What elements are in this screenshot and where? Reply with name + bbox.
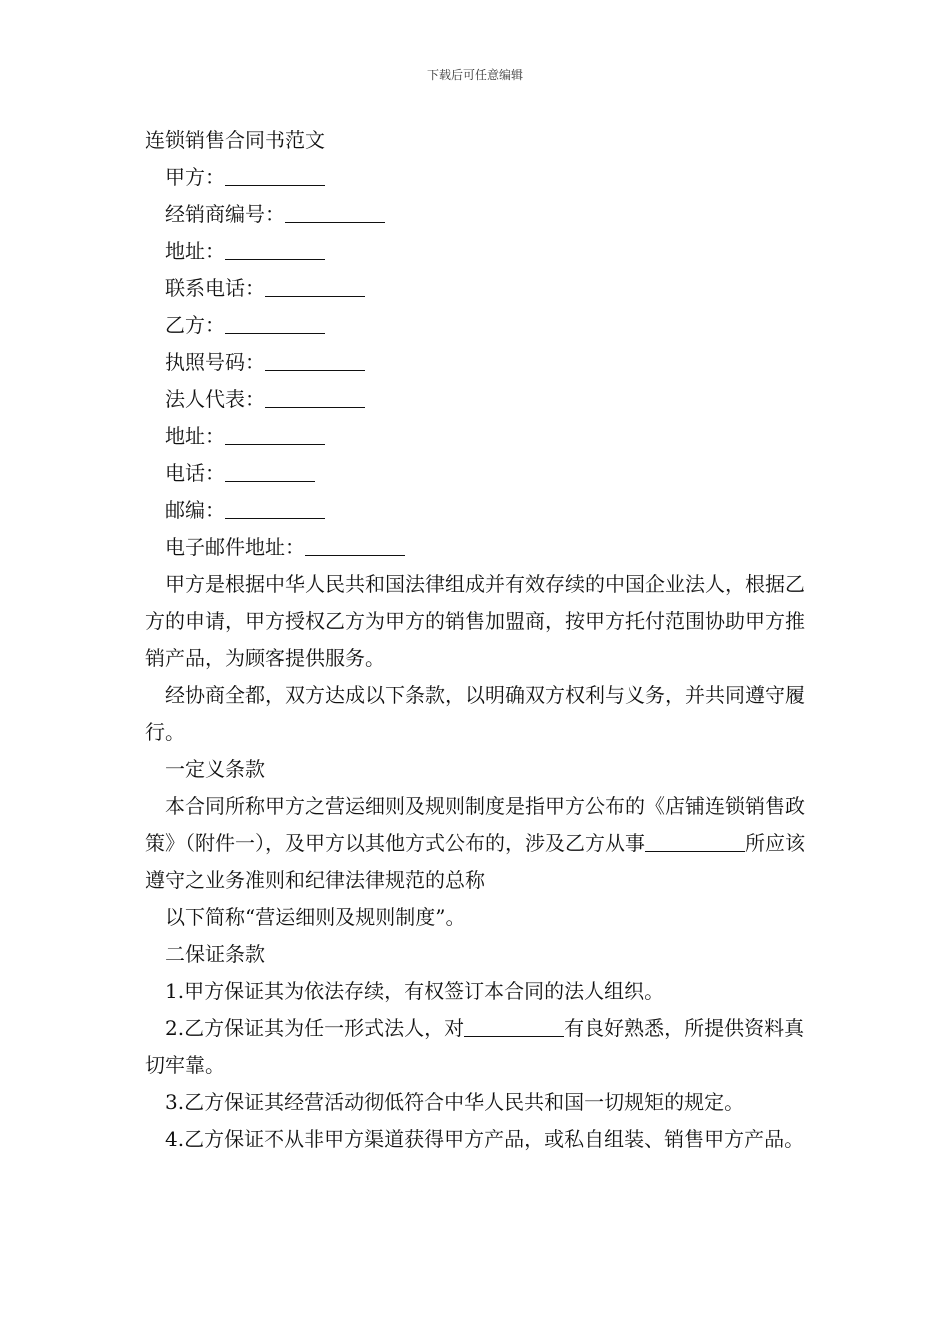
- field-label: 甲方：: [165, 165, 225, 189]
- text-run: 2.乙方保证其为任一形式法人，对: [165, 1016, 465, 1040]
- warranty-item-2: [145, 1010, 810, 1084]
- warranty-item-1: 1.甲方保证其为依法存续，有权签订本合同的法人组织。: [165, 979, 665, 1003]
- field-label: 电话：: [165, 461, 225, 485]
- text-run: 本合同所称甲方之营运细则及规则制度是指甲方公布的《店铺连锁销售政策》（附件一），及甲方以其他方式公布的，涉及乙方从事: [145, 794, 805, 855]
- section-heading-warranty: 二保证条款: [165, 942, 265, 966]
- document-body: [145, 122, 810, 1158]
- blank-line: [225, 163, 325, 186]
- field-contact-phone: [145, 270, 810, 307]
- section-heading-definitions: 一定义条款: [165, 757, 265, 781]
- text-run: 所应该遵守之业务准则和纪律法律规范的总称: [145, 831, 805, 892]
- blank-line: [225, 311, 325, 334]
- blank-line: [225, 422, 325, 445]
- field-label: 联系电话：: [165, 276, 265, 300]
- page-header: 下载后可任意编辑: [426, 68, 523, 82]
- field-label: 邮编：: [165, 498, 225, 522]
- warranty-item-3: 3.乙方保证其经营活动彻低符合中华人民共和国一切规矩的规定。: [165, 1090, 745, 1114]
- field-license-number: [145, 344, 810, 381]
- blank-line: [225, 459, 315, 482]
- field-phone: [145, 455, 810, 492]
- paragraph-agreement: 经协商全都，双方达成以下条款，以明确双方权利与义务，并共同遵守履行。: [145, 683, 805, 744]
- blank-line: [225, 237, 325, 260]
- paragraph-intro: 甲方是根据中华人民共和国法律组成并有效存续的中国企业法人，根据乙方的申请，甲方授权乙方为甲方的销售加盟商，按甲方托付范围协助甲方推销产品，为顾客提供服务。: [145, 572, 805, 670]
- blank-line: [305, 533, 405, 556]
- blank-line: [225, 496, 325, 519]
- field-label: 执照号码：: [165, 350, 265, 374]
- blank-line: [464, 1014, 564, 1037]
- text-run: 有良好熟悉，所提供资料真切牢靠。: [145, 1016, 805, 1077]
- blank-line: [265, 385, 365, 408]
- field-label: 法人代表：: [165, 387, 265, 411]
- document-title: 连锁销售合同书范文: [145, 128, 325, 152]
- field-postcode: [145, 492, 810, 529]
- field-label: 电子邮件地址：: [165, 535, 305, 559]
- warranty-item-4: 4.乙方保证不从非甲方渠道获得甲方产品，或私自组装、销售甲方产品。: [165, 1127, 805, 1151]
- field-dealer-number: [145, 196, 810, 233]
- field-party-a: [145, 159, 810, 196]
- blank-line: [265, 274, 365, 297]
- blank-line: [265, 348, 365, 371]
- blank-line: [285, 200, 385, 223]
- field-party-b: [145, 307, 810, 344]
- paragraph-definitions: [145, 788, 810, 899]
- field-address-b: [145, 418, 810, 455]
- field-address-a: [145, 233, 810, 270]
- field-label: 地址：: [165, 424, 225, 448]
- field-label: 乙方：: [165, 313, 225, 337]
- field-legal-representative: [145, 381, 810, 418]
- field-label: 地址：: [165, 239, 225, 263]
- field-label: 经销商编号：: [165, 202, 285, 226]
- blank-line: [645, 829, 745, 852]
- paragraph-abbreviation: 以下简称“营运细则及规则制度”。: [165, 905, 466, 929]
- field-email: [145, 529, 810, 566]
